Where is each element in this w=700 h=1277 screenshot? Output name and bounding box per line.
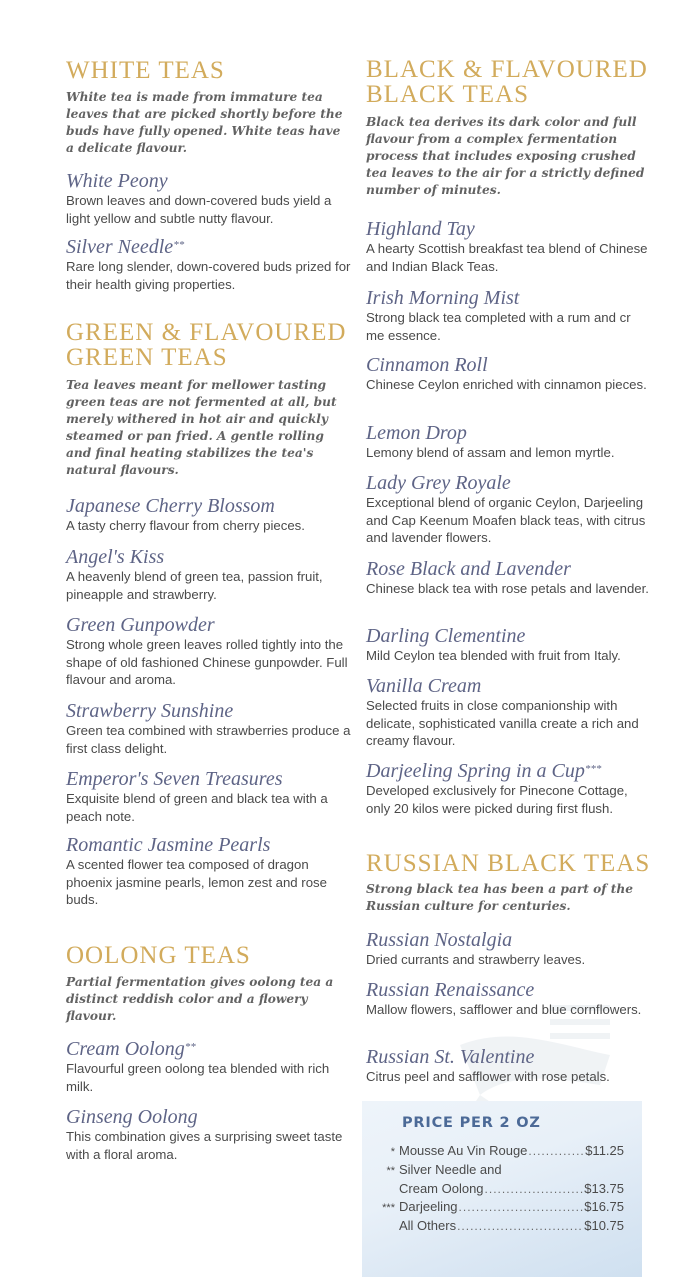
- tea-item-angels-kiss: [66, 546, 351, 603]
- tea-item-lemon-drop: [366, 422, 651, 462]
- tea-name: Lady Grey Royale: [366, 472, 511, 494]
- price-label: Silver Needle and: [399, 1162, 502, 1177]
- tea-description: Lemony blend of assam and lemon myrtle.: [366, 445, 615, 460]
- tea-item-japanese-cherry-blossom: [66, 495, 351, 535]
- tea-name: Silver Needle**: [66, 236, 185, 258]
- tea-description: A scented flower tea composed of dragon phoenix jasmine pearls, lemon zest and rose buds.: [66, 857, 327, 907]
- price-label: Mousse Au Vin Rouge: [399, 1143, 528, 1158]
- tea-name: Highland Tay: [366, 218, 475, 240]
- section-intro-russian-black-teas: Strong black tea has been a part of the Russian culture for centuries.: [366, 882, 633, 913]
- tea-name: White Peony: [66, 170, 168, 192]
- price-row: [362, 1142, 624, 1161]
- price-label: All Others: [399, 1218, 457, 1233]
- tea-item-strawberry-sunshine: [66, 700, 351, 757]
- tea-item-white-peony: [66, 170, 351, 227]
- tea-name: Green Gunpowder: [66, 614, 215, 636]
- tea-description: Strong black tea completed with a rum and cr me essence.: [366, 310, 631, 343]
- tea-item-lady-grey-royale: [366, 472, 651, 547]
- tea-description: Chinese Ceylon enriched with cinnamon pieces.: [366, 377, 647, 392]
- price-value: $16.75: [584, 1199, 624, 1214]
- footnote-mark: **: [386, 1165, 395, 1177]
- tea-description: Selected fruits in close companionship with delicate, sophisticated vanilla create a rich and creamy flavour.: [366, 698, 639, 748]
- tea-description: Exceptional blend of organic Ceylon, Darjeeling and Cap Keenum Moafen black teas, with citrus and lavender flowers.: [366, 495, 646, 545]
- tea-description: Green tea combined with strawberries produce a first class delight.: [66, 723, 351, 756]
- section-heading-black-teas: BLACK & FLAVOURED BLACK TEAS: [366, 56, 648, 108]
- tea-name: Angel's Kiss: [66, 546, 165, 568]
- section-intro-black-teas: Black tea derives its dark color and full flavour from a complex fermentation process that includes exposing crushed tea leaves to the air for a strictly defined number of minutes.: [366, 115, 645, 197]
- tea-name: Emperor's Seven Treasures: [66, 768, 283, 790]
- tea-name: Strawberry Sunshine: [66, 700, 234, 722]
- tea-item-vanilla-cream: [366, 675, 651, 750]
- tea-description: Chinese black tea with rose petals and lavender.: [366, 581, 649, 596]
- footnote-mark: *: [390, 1146, 395, 1158]
- dot-leader: [528, 1142, 584, 1160]
- tea-item-green-gunpowder: [66, 614, 351, 689]
- tea-description: This combination gives a surprising sweet taste with a floral aroma.: [66, 1129, 343, 1162]
- tea-item-ginseng-oolong: [66, 1106, 351, 1163]
- tea-name: Romantic Jasmine Pearls: [66, 834, 271, 856]
- price-box: [362, 1101, 642, 1277]
- dot-leader: [485, 1180, 584, 1198]
- tea-description: A tasty cherry flavour from cherry pieces.: [66, 518, 305, 533]
- section-heading-green-teas: GREEN & FLAVOURED GREEN TEAS: [66, 319, 347, 371]
- tea-name: Cream Oolong**: [66, 1038, 196, 1060]
- tea-description: Strong whole green leaves rolled tightly into the shape of old fashioned Chinese gunpowder. Full flavour and aroma.: [66, 637, 348, 687]
- tea-item-emperors-seven-treasures: [66, 768, 351, 825]
- tea-description: A heavenly blend of green tea, passion fruit, pineapple and strawberry.: [66, 569, 323, 602]
- tea-item-darling-clementine: [366, 625, 651, 665]
- section-heading-russian-black-teas: RUSSIAN BLACK TEAS: [366, 850, 651, 877]
- tea-description: Mallow flowers, safflower and blue cornflowers.: [366, 1002, 642, 1017]
- tea-item-cream-oolong: [66, 1038, 351, 1095]
- price-row: [362, 1198, 624, 1217]
- price-row: [362, 1180, 624, 1198]
- section-intro-green-teas: Tea leaves meant for mellower tasting green teas are not fermented at all, but merely withered in hot air and quickly steamed or pan fried. A gentle rolling and final heating stabilizes the tea's natural flavours.: [66, 378, 337, 477]
- price-row: [362, 1161, 624, 1180]
- price-list: [362, 1142, 624, 1235]
- tea-name: Lemon Drop: [366, 422, 467, 444]
- tea-item-russian-nostalgia: [366, 929, 651, 969]
- tea-name: Russian Nostalgia: [366, 929, 513, 951]
- footnote-mark: **: [173, 239, 185, 251]
- tea-item-romantic-jasmine-pearls: [66, 834, 351, 909]
- section-heading-white-teas: WHITE TEAS: [66, 57, 225, 84]
- tea-description: Dried currants and strawberry leaves.: [366, 952, 586, 967]
- tea-item-cinnamon-roll: [366, 354, 651, 394]
- tea-item-silver-needle: [66, 236, 351, 293]
- footnote-mark: ***: [584, 763, 602, 775]
- tea-description: Rare long slender, down-covered buds prized for their health giving properties.: [66, 259, 351, 292]
- price-row: [362, 1217, 624, 1235]
- price-value: $10.75: [584, 1218, 624, 1233]
- tea-description: A hearty Scottish breakfast tea blend of Chinese and Indian Black Teas.: [366, 241, 648, 274]
- tea-description: Developed exclusively for Pinecone Cottage, only 20 kilos were picked during first flush.: [366, 783, 628, 816]
- tea-description: Citrus peel and safflower with rose petals.: [366, 1069, 610, 1084]
- tea-name: Ginseng Oolong: [66, 1106, 198, 1128]
- tea-name: Vanilla Cream: [366, 675, 482, 697]
- tea-name: Darjeeling Spring in a Cup***: [366, 760, 602, 782]
- tea-name: Irish Morning Mist: [366, 287, 520, 309]
- section-heading-oolong-teas: OOLONG TEAS: [66, 942, 251, 969]
- price-title: PRICE PER 2 OZ: [402, 1115, 541, 1131]
- price-value: $11.25: [585, 1143, 624, 1158]
- footnote-mark: ***: [382, 1202, 395, 1214]
- tea-description: Flavourful green oolong tea blended with rich milk.: [66, 1061, 330, 1094]
- tea-item-highland-tay: [366, 218, 651, 275]
- tea-name: Russian Renaissance: [366, 979, 535, 1001]
- dot-leader: [457, 1217, 583, 1235]
- section-intro-oolong-teas: Partial fermentation gives oolong tea a distinct reddish color and a flowery flavour.: [66, 975, 334, 1023]
- tea-name: Russian St. Valentine: [366, 1046, 535, 1068]
- tea-description: Exquisite blend of green and black tea with a peach note.: [66, 791, 328, 824]
- tea-item-irish-morning-mist: [366, 287, 651, 344]
- tea-name: Cinnamon Roll: [366, 354, 488, 376]
- tea-name: Darling Clementine: [366, 625, 526, 647]
- tea-description: Mild Ceylon tea blended with fruit from Italy.: [366, 648, 621, 663]
- tea-item-rose-black-and-lavender: [366, 558, 651, 598]
- dot-leader: [459, 1198, 584, 1216]
- tea-name: Rose Black and Lavender: [366, 558, 571, 580]
- section-intro-white-teas: White tea is made from immature tea leaves that are picked shortly before the buds have fully opened. White teas have a delicate flavour.: [66, 90, 343, 155]
- tea-name: Japanese Cherry Blossom: [66, 495, 275, 517]
- tea-description: Brown leaves and down-covered buds yield a light yellow and subtle nutty flavour.: [66, 193, 332, 226]
- footnote-mark: **: [184, 1041, 196, 1053]
- tea-item-russian-st-valentine: [366, 1046, 651, 1086]
- tea-item-russian-renaissance: [366, 979, 651, 1019]
- price-value: $13.75: [584, 1181, 624, 1196]
- price-label: Darjeeling: [399, 1199, 458, 1214]
- tea-item-darjeeling-spring-in-a-cup: [366, 760, 651, 817]
- price-label: Cream Oolong: [399, 1181, 484, 1196]
